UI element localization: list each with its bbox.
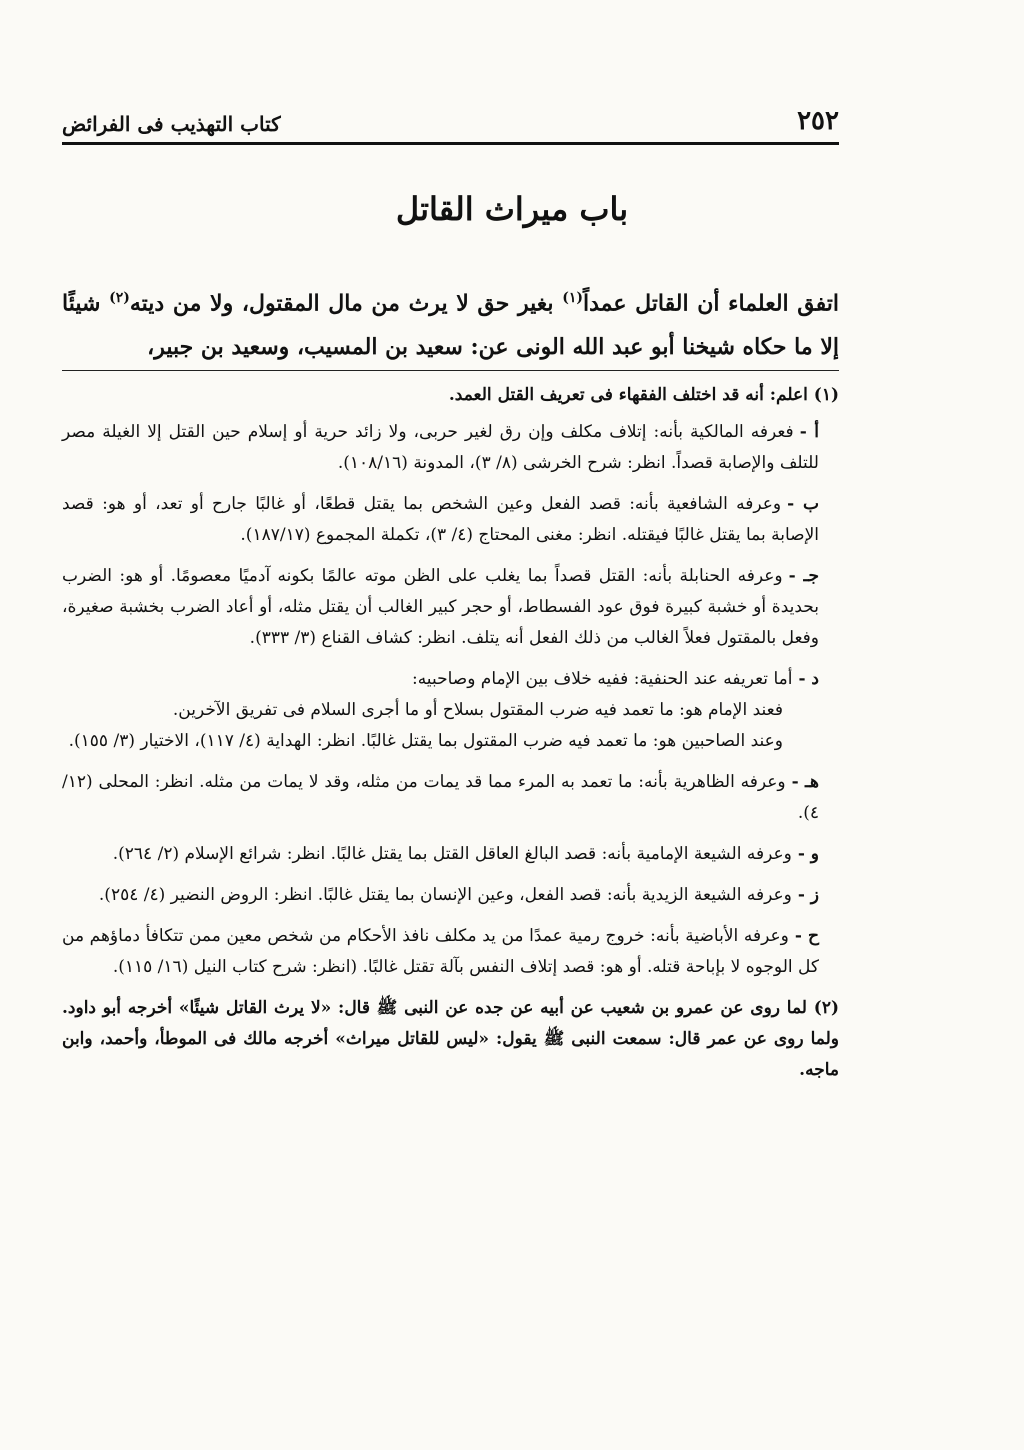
definition-hanbali	[62, 561, 839, 654]
footnote-ref-1[interactable]: (١)	[562, 290, 583, 306]
definition-imami	[62, 839, 839, 870]
footnote-divider	[62, 370, 839, 371]
definition-hanafi-imam: فعند الإمام هو: ما تعمد فيه ضرب المقتول بسلاح أو ما أجرى السلام فى تفريق الآخرين.	[172, 700, 783, 720]
definition-shafii	[62, 489, 839, 551]
running-title: كتاب التهذيب فى الفرائض	[62, 112, 281, 136]
definition-maliki	[62, 417, 839, 479]
main-text-segment: اتفق العلماء أن القاتل عمداً	[582, 290, 839, 317]
main-paragraph	[62, 276, 839, 369]
definition-marker: ب -	[787, 494, 819, 514]
definition-marker: د -	[798, 669, 819, 689]
main-text-segment: شيئًا إلا ما حكاه شيخنا أبو عبد الله الونى عن: سعيد بن المسيب، وسعيد بن جبير،	[62, 290, 839, 361]
page-number: ٢٥٢	[797, 106, 839, 136]
definition-marker: أ -	[799, 422, 820, 442]
definition-ibadi	[62, 921, 839, 983]
definition-zaydi	[62, 880, 839, 911]
definition-marker: جـ -	[788, 566, 819, 586]
footnote-1-intro: (١) اعلم: أنه قد اختلف الفقهاء فى تعريف القتل العمد.	[448, 385, 839, 405]
definition-text: وعرفه الحنابلة بأنه: القتل قصداً بما يغلب على الظن موته عالمًا بكونه آدميًا معصومًا. أو هو: الضرب بحديدة أو خشبة كبيرة فوق عود الفسطاط، أو حجر كبير الغالب أن يقتل مثله، أو أعاد الضرب بخشبة صغيرة، وفعل بالمقتول فعلاً الغالب من ذلك الفعل أنه يتلف. انظر: كشاف القناع (٣/ ٣٣٣).	[62, 566, 819, 648]
footnote-2: (٢) لما روى عن عمرو بن شعيب عن أبيه عن جده عن النبى ﷺ قال: «لا يرث القاتل شيئًا» أخرجه أبو داود. ولما روى عن عمر قال: سمعت النبى ﷺ يقول: «ليس للقاتل ميراث» أخرجه مالك فى الموطأ، وأحمد، وابن ماجه.	[62, 998, 839, 1080]
definition-text: وعرفه الشيعة الزيدية بأنه: قصد الفعل، وعين الإنسان بما يقتل غالبًا. انظر: الروض النضير (٤/ ٢٥٤).	[98, 885, 792, 905]
definition-text: وعرفه الظاهرية بأنه: ما تعمد به المرء مما قد يمات من مثله، وقد لا يمات من مثله. انظر: المحلى (١٢/ ٤).	[62, 772, 819, 823]
definition-marker: ز -	[797, 885, 819, 905]
footnote-ref-2[interactable]: (٢)	[109, 290, 130, 306]
chapter-title: باب ميراث القاتل	[395, 190, 629, 228]
definition-text: فعرفه المالكية بأنه: إتلاف مكلف وإن رق لغير حربى، ولا زائد حرية أو إسلام حين القتل إلا الغيلة مصر للتلف والإصابة قصداً. انظر: شرح الخرشى (٨/ ٣)، المدونة (١٠٨/١٦).	[62, 422, 819, 473]
main-text-segment: بغير حق لا يرث من مال المقتول، ولا من ديته	[129, 290, 563, 317]
definition-marker: هـ -	[791, 772, 819, 792]
definition-hanafi-sahibayn: وعند الصاحبين هو: ما تعمد فيه ضرب المقتول بما يقتل غالبًا. انظر: الهداية (٤/ ١١٧)، الاختيار (٣/ ١٥٥).	[68, 731, 783, 751]
definition-zahiri	[62, 767, 839, 829]
definition-text: أما تعريفه عند الحنفية: ففيه خلاف بين الإمام وصاحبيه:	[411, 669, 793, 689]
definition-marker: و -	[797, 844, 819, 864]
definition-text: وعرفه الأباضية بأنه: خروج رمية عمدًا من يد مكلف نافذ الأحكام من شخص معين ممن تتكافأ دماؤهم من كل الوجوه لا بإباحة قتله. أو هو: قصد إتلاف النفس بآلة تقتل غالبًا. (انظر: شرح كتاب النيل (١٦/ ١١٥).	[62, 926, 819, 977]
definition-hanafi	[62, 664, 839, 757]
main-text	[62, 276, 839, 369]
definition-text: وعرفه الشافعية بأنه: قصد الفعل وعين الشخص بما يقتل قطعًا، أو غالبًا جارح أو تعد، أو هو: قصد الإصابة بما يقتل غالبًا فيقتله. انظر: مغنى المحتاج (٤/ ٣)، تكملة المجموع (١٨٧/١٧).	[62, 494, 819, 545]
page-header	[62, 86, 839, 145]
definition-text: وعرفه الشيعة الإمامية بأنه: قصد البالغ العاقل القتل بما يقتل غالبًا. انظر: شرائع الإسلام (٢/ ٢٦٤).	[112, 844, 792, 864]
definition-marker: ح -	[794, 926, 819, 946]
footnotes	[62, 380, 839, 1094]
